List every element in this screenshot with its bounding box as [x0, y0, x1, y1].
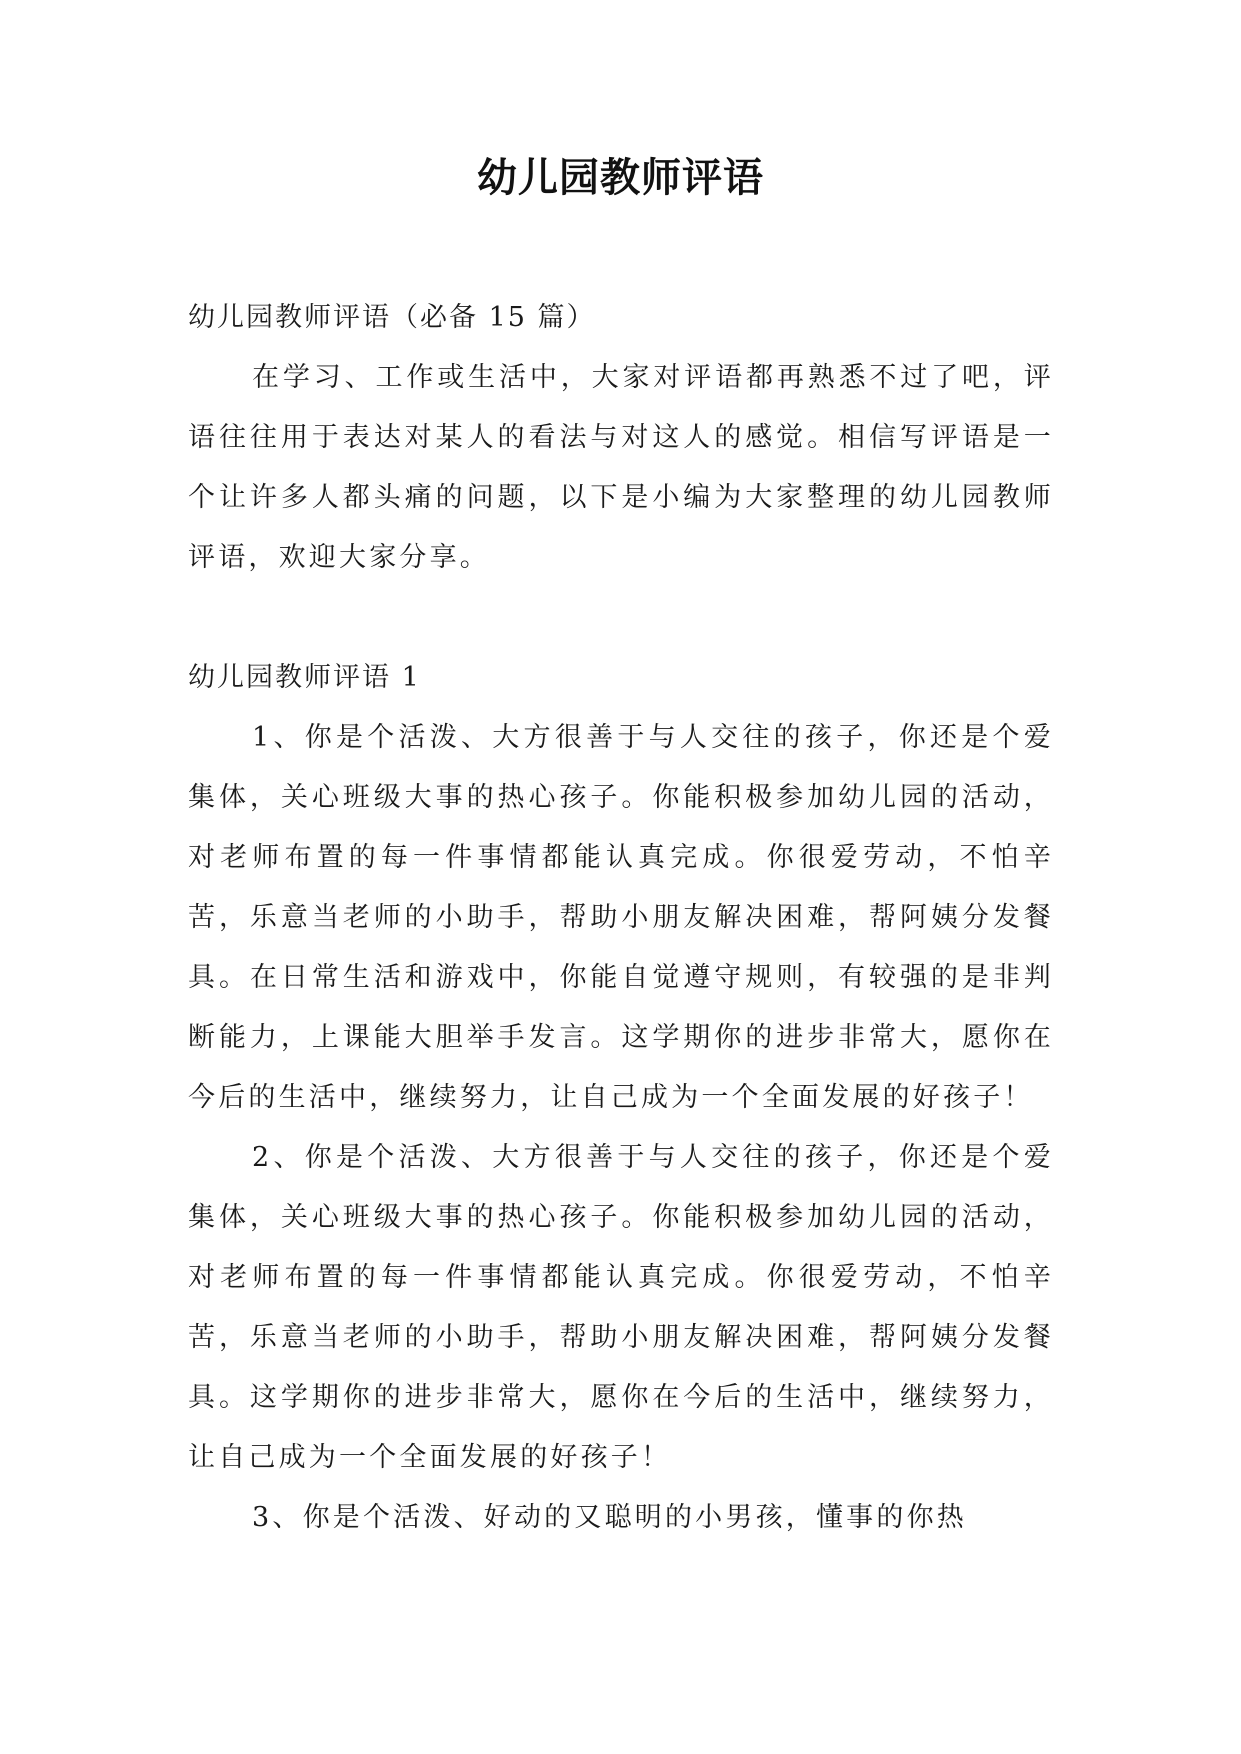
comment-paragraph-1: 1、你是个活泼、大方很善于与人交往的孩子，你还是个爱集体，关心班级大事的热心孩子。你能积极参加幼儿园的活动，对老师布置的每一件事情都能认真完成。你很爱劳动，不怕辛苦，乐意当老师的小助手，帮助小朋友解决困难，帮阿姨分发餐具。在日常生活和游戏中，你能自觉遵守规则，有较强的是非判断能力，上课能大胆举手发言。这学期你的进步非常大，愿你在今后的生活中，继续努力，让自己成为一个全面发展的好孩子！	[188, 722, 1054, 1113]
document-title: 幼儿园教师评语	[477, 155, 764, 201]
document-subtitle: 幼儿园教师评语（必备 15 篇）	[188, 302, 596, 333]
comment-paragraph-2: 2、你是个活泼、大方很善于与人交往的孩子，你还是个爱集体，关心班级大事的热心孩子。你能积极参加幼儿园的活动，对老师布置的每一件事情都能认真完成。你很爱劳动，不怕辛苦，乐意当老师的小助手，帮助小朋友解决困难，帮阿姨分发餐具。这学期你的进步非常大，愿你在今后的生活中，继续努力，让自己成为一个全面发展的好孩子！	[188, 1142, 1054, 1473]
comment-paragraph-3: 3、你是个活泼、好动的又聪明的小男孩，懂事的你热	[252, 1502, 967, 1533]
section-heading: 幼儿园教师评语 1	[188, 662, 421, 693]
intro-paragraph: 在学习、工作或生活中，大家对评语都再熟悉不过了吧，评语往往用于表达对某人的看法与对这人的感觉。相信写评语是一个让许多人都头痛的问题，以下是小编为大家整理的幼儿园教师评语，欢迎大家分享。	[188, 362, 1054, 573]
document-body	[188, 288, 1054, 1548]
